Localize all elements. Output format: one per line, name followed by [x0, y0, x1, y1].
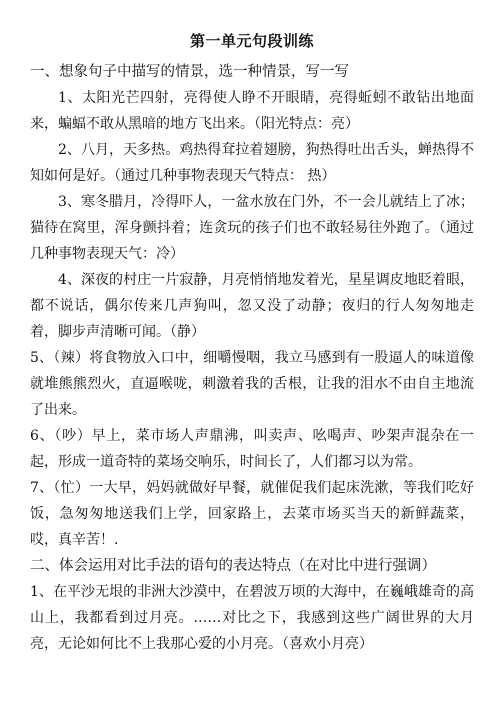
section-2-paragraph-1: 1、在平沙无垠的非洲大沙漠中，在碧波万顷的大海中，在巍峨雄奇的高山上，我都看到过月亮。……对比之下，我感到这些广阔世界的大月亮，无论如何比不上我那心爱的小月亮。（喜欢小月亮） — [30, 584, 474, 652]
section-1-paragraph-3: 3、寒冬腊月，冷得吓人，一盆水放在门外，不一会儿就结上了冰；猫待在窝里，浑身颤抖着；连贪玩的孩子们也不敢轻易往外跑了。（通过几种事物表现天气：冷） — [30, 194, 474, 262]
section-1-paragraph-7: 7、（忙）一大早，妈妈就做好早餐，就催促我们起床洗漱，等我们吃好饭，急匆匆地送我们上学，回家路上，去菜市场买当天的新鲜蔬菜，哎，真辛苦！. — [30, 480, 474, 548]
section-1-paragraph-2: 2、八月，天多热。鸡热得耷拉着翅膀，狗热得吐出舌头，蝉热得不知如何是好。（通过几种事物表现天气特点： 热） — [30, 142, 474, 184]
document-title: 第一单元句段训练 — [189, 32, 314, 50]
section-1-paragraph-1: 1、太阳光芒四射，亮得使人睁不开眼睛，亮得蚯蚓不敢钻出地面来，蝙蝠不敢从黑暗的地方飞出来。（阳光特点：亮） — [30, 90, 474, 132]
section-1-paragraph-5: 5、（辣）将食物放入口中，细嚼慢咽，我立马感到有一股逼人的味道像就堆熊熊烈火，直逼喉咙，刺激着我的舌根，让我的泪水不由自主地流了出来。 — [30, 350, 474, 418]
section-1-paragraph-4: 4、深夜的村庄一片寂静，月亮悄悄地发着光，星星调皮地眨着眼，都不说话，偶尔传来几声狗叫，忽又没了动静；夜归的行人匆匆地走着，脚步声清晰可闻。（静） — [30, 272, 474, 340]
section-2-heading: 二、体会运用对比手法的语句的表达特点（在对比中进行强调） — [30, 558, 436, 574]
section-1-heading: 一、想象句子中描写的情景，选一种情景，写一写 — [30, 64, 349, 80]
section-1-paragraph-6: 6、（吵）早上，菜市场人声鼎沸，叫卖声、吆喝声、吵架声混杂在一起，形成一道奇特的菜场交响乐，时间长了，人们都习以为常。 — [30, 428, 474, 470]
